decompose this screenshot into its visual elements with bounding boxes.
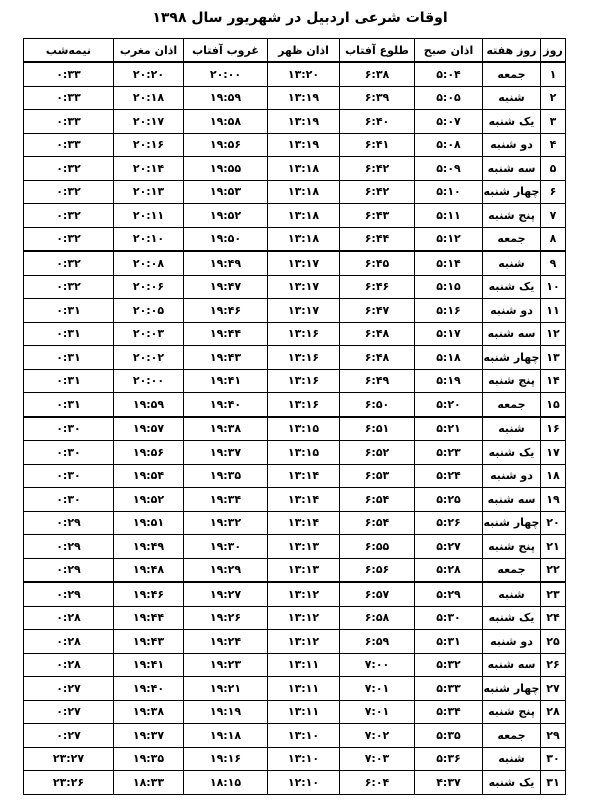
cell-dhuhr: ۱۳:۱۹ bbox=[268, 86, 340, 110]
cell-dhuhr: ۱۳:۱۳ bbox=[268, 535, 340, 559]
header-maghrib: اذان مغرب bbox=[114, 39, 184, 63]
table-row bbox=[24, 322, 566, 346]
cell-dhuhr: ۱۳:۱۸ bbox=[268, 204, 340, 228]
cell-weekday: سه شنبه bbox=[483, 653, 541, 677]
table-row bbox=[24, 677, 566, 701]
cell-maghrib: ۲۰:۱۳ bbox=[114, 180, 184, 204]
cell-sunrise: ۶:۴۹ bbox=[340, 369, 415, 393]
cell-sunrise: ۶:۵۶ bbox=[340, 558, 415, 582]
table-row bbox=[24, 133, 566, 157]
cell-fajr: ۵:۲۴ bbox=[415, 464, 483, 488]
cell-dhuhr: ۱۳:۱۲ bbox=[268, 630, 340, 654]
cell-day: ۱۴ bbox=[541, 369, 566, 393]
table-row bbox=[24, 700, 566, 724]
cell-weekday: شنبه bbox=[483, 582, 541, 606]
cell-weekday: پنج شنبه bbox=[483, 535, 541, 559]
cell-dhuhr: ۱۳:۱۶ bbox=[268, 393, 340, 417]
cell-maghrib: ۱۹:۳۸ bbox=[114, 700, 184, 724]
cell-maghrib: ۲۰:۰۶ bbox=[114, 275, 184, 299]
cell-sunset: ۱۸:۱۵ bbox=[184, 771, 268, 795]
table-row bbox=[24, 227, 566, 251]
cell-weekday: یک شنبه bbox=[483, 441, 541, 465]
cell-maghrib: ۲۰:۱۸ bbox=[114, 86, 184, 110]
table-row bbox=[24, 110, 566, 134]
cell-weekday: چهار شنبه bbox=[483, 677, 541, 701]
table-row bbox=[24, 204, 566, 228]
cell-day: ۲۸ bbox=[541, 700, 566, 724]
cell-midnight: ۰:۳۲ bbox=[24, 227, 114, 251]
cell-sunrise: ۶:۴۷ bbox=[340, 299, 415, 323]
cell-midnight: ۰:۲۸ bbox=[24, 653, 114, 677]
cell-maghrib: ۱۹:۳۷ bbox=[114, 724, 184, 748]
cell-midnight: ۰:۲۸ bbox=[24, 630, 114, 654]
cell-dhuhr: ۱۳:۱۹ bbox=[268, 110, 340, 134]
cell-weekday: جمعه bbox=[483, 227, 541, 251]
cell-weekday: سه شنبه bbox=[483, 322, 541, 346]
table-row bbox=[24, 417, 566, 441]
table-row bbox=[24, 630, 566, 654]
cell-dhuhr: ۱۳:۱۸ bbox=[268, 180, 340, 204]
cell-dhuhr: ۱۳:۱۴ bbox=[268, 488, 340, 512]
cell-weekday: پنج شنبه bbox=[483, 204, 541, 228]
page-title: اوقات شرعی اردبیل در شهریور سال ۱۳۹۸ bbox=[152, 10, 448, 26]
cell-day: ۵ bbox=[541, 157, 566, 181]
table-row bbox=[24, 653, 566, 677]
cell-day: ۱۳ bbox=[541, 346, 566, 370]
cell-dhuhr: ۱۳:۱۳ bbox=[268, 558, 340, 582]
cell-fajr: ۵:۲۸ bbox=[415, 558, 483, 582]
cell-day: ۱۷ bbox=[541, 441, 566, 465]
cell-dhuhr: ۱۳:۱۸ bbox=[268, 227, 340, 251]
table-row bbox=[24, 157, 566, 181]
cell-midnight: ۰:۲۹ bbox=[24, 535, 114, 559]
table-row bbox=[24, 369, 566, 393]
table-row bbox=[24, 251, 566, 275]
cell-fajr: ۵:۳۵ bbox=[415, 724, 483, 748]
cell-midnight: ۰:۳۲ bbox=[24, 204, 114, 228]
cell-weekday: یک شنبه bbox=[483, 275, 541, 299]
cell-maghrib: ۱۹:۴۳ bbox=[114, 630, 184, 654]
cell-fajr: ۵:۱۹ bbox=[415, 369, 483, 393]
cell-dhuhr: ۱۳:۱۷ bbox=[268, 299, 340, 323]
cell-day: ۲۰ bbox=[541, 511, 566, 535]
cell-fajr: ۵:۱۱ bbox=[415, 204, 483, 228]
cell-maghrib: ۱۹:۴۰ bbox=[114, 677, 184, 701]
cell-weekday: چهار شنبه bbox=[483, 346, 541, 370]
cell-maghrib: ۱۹:۴۴ bbox=[114, 606, 184, 630]
table-row bbox=[24, 393, 566, 417]
cell-dhuhr: ۱۳:۱۰ bbox=[268, 724, 340, 748]
cell-sunrise: ۷:۰۰ bbox=[340, 653, 415, 677]
cell-maghrib: ۱۹:۵۱ bbox=[114, 511, 184, 535]
cell-weekday: چهار شنبه bbox=[483, 511, 541, 535]
cell-sunrise: ۶:۴۵ bbox=[340, 251, 415, 275]
cell-midnight: ۰:۲۷ bbox=[24, 724, 114, 748]
cell-sunset: ۱۹:۲۶ bbox=[184, 606, 268, 630]
cell-sunrise: ۶:۵۳ bbox=[340, 464, 415, 488]
cell-midnight: ۲۳:۲۶ bbox=[24, 771, 114, 795]
table-row bbox=[24, 180, 566, 204]
cell-sunrise: ۶:۰۴ bbox=[340, 771, 415, 795]
cell-maghrib: ۱۹:۳۵ bbox=[114, 747, 184, 771]
cell-dhuhr: ۱۳:۱۲ bbox=[268, 582, 340, 606]
cell-maghrib: ۲۰:۱۰ bbox=[114, 227, 184, 251]
cell-midnight: ۰:۳۳ bbox=[24, 62, 114, 86]
cell-maghrib: ۱۹:۴۶ bbox=[114, 582, 184, 606]
cell-day: ۲۳ bbox=[541, 582, 566, 606]
cell-sunset: ۱۹:۱۹ bbox=[184, 700, 268, 724]
cell-day: ۳۰ bbox=[541, 747, 566, 771]
cell-maghrib: ۲۰:۰۸ bbox=[114, 251, 184, 275]
cell-sunset: ۱۹:۴۱ bbox=[184, 369, 268, 393]
table-row bbox=[24, 86, 566, 110]
cell-sunrise: ۷:۰۱ bbox=[340, 700, 415, 724]
cell-dhuhr: ۱۲:۱۰ bbox=[268, 771, 340, 795]
cell-weekday: چهار شنبه bbox=[483, 180, 541, 204]
cell-weekday: جمعه bbox=[483, 393, 541, 417]
cell-sunset: ۱۹:۳۲ bbox=[184, 511, 268, 535]
cell-sunrise: ۶:۴۲ bbox=[340, 157, 415, 181]
cell-day: ۲۵ bbox=[541, 630, 566, 654]
cell-weekday: دو شنبه bbox=[483, 464, 541, 488]
cell-sunset: ۱۹:۳۴ bbox=[184, 488, 268, 512]
cell-midnight: ۰:۳۳ bbox=[24, 110, 114, 134]
cell-day: ۶ bbox=[541, 180, 566, 204]
cell-maghrib: ۱۸:۳۳ bbox=[114, 771, 184, 795]
cell-maghrib: ۲۰:۰۲ bbox=[114, 346, 184, 370]
cell-sunrise: ۶:۴۸ bbox=[340, 346, 415, 370]
cell-weekday: دو شنبه bbox=[483, 630, 541, 654]
cell-sunset: ۱۹:۵۲ bbox=[184, 204, 268, 228]
cell-maghrib: ۲۰:۰۳ bbox=[114, 322, 184, 346]
cell-day: ۱ bbox=[541, 62, 566, 86]
cell-sunrise: ۶:۴۲ bbox=[340, 180, 415, 204]
cell-fajr: ۵:۰۹ bbox=[415, 157, 483, 181]
table-row bbox=[24, 62, 566, 86]
cell-maghrib: ۱۹:۵۹ bbox=[114, 393, 184, 417]
table-row bbox=[24, 558, 566, 582]
cell-sunrise: ۶:۵۱ bbox=[340, 417, 415, 441]
cell-sunset: ۱۹:۵۵ bbox=[184, 157, 268, 181]
cell-sunset: ۱۹:۳۸ bbox=[184, 417, 268, 441]
header-dhuhr: اذان ظهر bbox=[268, 39, 340, 63]
cell-day: ۲۱ bbox=[541, 535, 566, 559]
cell-weekday: پنج شنبه bbox=[483, 700, 541, 724]
cell-fajr: ۵:۲۰ bbox=[415, 393, 483, 417]
cell-weekday: جمعه bbox=[483, 62, 541, 86]
cell-sunset: ۱۹:۴۳ bbox=[184, 346, 268, 370]
cell-sunset: ۱۹:۴۶ bbox=[184, 299, 268, 323]
cell-maghrib: ۱۹:۴۸ bbox=[114, 558, 184, 582]
cell-sunset: ۱۹:۴۴ bbox=[184, 322, 268, 346]
cell-midnight: ۰:۳۱ bbox=[24, 369, 114, 393]
cell-weekday: جمعه bbox=[483, 558, 541, 582]
cell-weekday: شنبه bbox=[483, 417, 541, 441]
table-row bbox=[24, 724, 566, 748]
cell-day: ۲۷ bbox=[541, 677, 566, 701]
table-row bbox=[24, 464, 566, 488]
cell-day: ۱۰ bbox=[541, 275, 566, 299]
cell-day: ۱۲ bbox=[541, 322, 566, 346]
cell-midnight: ۰:۲۷ bbox=[24, 677, 114, 701]
cell-fajr: ۵:۰۷ bbox=[415, 110, 483, 134]
cell-day: ۲۴ bbox=[541, 606, 566, 630]
cell-midnight: ۰:۳۰ bbox=[24, 441, 114, 465]
cell-sunrise: ۷:۰۱ bbox=[340, 677, 415, 701]
cell-sunset: ۱۹:۲۱ bbox=[184, 677, 268, 701]
cell-weekday: شنبه bbox=[483, 86, 541, 110]
header-fajr: اذان صبح bbox=[415, 39, 483, 63]
cell-maghrib: ۱۹:۵۷ bbox=[114, 417, 184, 441]
cell-dhuhr: ۱۳:۱۷ bbox=[268, 251, 340, 275]
cell-dhuhr: ۱۳:۱۲ bbox=[268, 606, 340, 630]
cell-sunset: ۱۹:۱۸ bbox=[184, 724, 268, 748]
cell-maghrib: ۲۰:۰۵ bbox=[114, 299, 184, 323]
cell-fajr: ۵:۲۶ bbox=[415, 511, 483, 535]
cell-sunrise: ۶:۴۱ bbox=[340, 133, 415, 157]
cell-sunset: ۱۹:۲۴ bbox=[184, 630, 268, 654]
cell-weekday: پنج شنبه bbox=[483, 369, 541, 393]
cell-midnight: ۰:۳۱ bbox=[24, 346, 114, 370]
cell-maghrib: ۱۹:۵۶ bbox=[114, 441, 184, 465]
cell-maghrib: ۲۰:۰۰ bbox=[114, 369, 184, 393]
cell-day: ۲۲ bbox=[541, 558, 566, 582]
cell-midnight: ۰:۳۱ bbox=[24, 322, 114, 346]
cell-midnight: ۰:۳۰ bbox=[24, 417, 114, 441]
cell-dhuhr: ۱۳:۱۵ bbox=[268, 441, 340, 465]
table-row bbox=[24, 346, 566, 370]
cell-fajr: ۵:۱۰ bbox=[415, 180, 483, 204]
cell-fajr: ۵:۲۷ bbox=[415, 535, 483, 559]
cell-maghrib: ۱۹:۴۱ bbox=[114, 653, 184, 677]
cell-midnight: ۰:۳۰ bbox=[24, 488, 114, 512]
cell-maghrib: ۲۰:۱۴ bbox=[114, 157, 184, 181]
cell-sunset: ۱۹:۲۹ bbox=[184, 558, 268, 582]
cell-dhuhr: ۱۳:۱۱ bbox=[268, 700, 340, 724]
table-row bbox=[24, 606, 566, 630]
table-row bbox=[24, 747, 566, 771]
cell-midnight: ۰:۲۹ bbox=[24, 558, 114, 582]
cell-day: ۲۹ bbox=[541, 724, 566, 748]
cell-sunset: ۱۹:۵۰ bbox=[184, 227, 268, 251]
cell-fajr: ۵:۱۸ bbox=[415, 346, 483, 370]
cell-dhuhr: ۱۳:۱۱ bbox=[268, 677, 340, 701]
cell-fajr: ۵:۳۲ bbox=[415, 653, 483, 677]
table-row bbox=[24, 582, 566, 606]
cell-day: ۴ bbox=[541, 133, 566, 157]
cell-midnight: ۰:۳۱ bbox=[24, 299, 114, 323]
cell-sunrise: ۷:۰۳ bbox=[340, 747, 415, 771]
cell-sunrise: ۶:۳۸ bbox=[340, 62, 415, 86]
cell-dhuhr: ۱۳:۱۱ bbox=[268, 653, 340, 677]
cell-dhuhr: ۱۳:۱۵ bbox=[268, 417, 340, 441]
cell-dhuhr: ۱۳:۱۷ bbox=[268, 275, 340, 299]
cell-sunset: ۱۹:۴۹ bbox=[184, 251, 268, 275]
cell-fajr: ۵:۱۲ bbox=[415, 227, 483, 251]
cell-weekday: شنبه bbox=[483, 251, 541, 275]
cell-midnight: ۰:۳۲ bbox=[24, 275, 114, 299]
header-midnight: نیمه‌شب bbox=[24, 39, 114, 63]
cell-sunrise: ۶:۴۸ bbox=[340, 322, 415, 346]
cell-sunrise: ۷:۰۲ bbox=[340, 724, 415, 748]
prayer-times-table bbox=[23, 38, 566, 795]
cell-sunset: ۱۹:۳۵ bbox=[184, 464, 268, 488]
cell-maghrib: ۱۹:۵۴ bbox=[114, 464, 184, 488]
cell-weekday: سه شنبه bbox=[483, 157, 541, 181]
cell-day: ۲۶ bbox=[541, 653, 566, 677]
cell-sunrise: ۶:۴۳ bbox=[340, 204, 415, 228]
cell-maghrib: ۲۰:۱۱ bbox=[114, 204, 184, 228]
cell-sunset: ۱۹:۲۳ bbox=[184, 653, 268, 677]
cell-midnight: ۰:۳۳ bbox=[24, 133, 114, 157]
cell-fajr: ۵:۰۵ bbox=[415, 86, 483, 110]
table-row bbox=[24, 535, 566, 559]
cell-weekday: سه شنبه bbox=[483, 488, 541, 512]
cell-sunrise: ۶:۵۸ bbox=[340, 606, 415, 630]
cell-midnight: ۲۳:۲۷ bbox=[24, 747, 114, 771]
cell-sunrise: ۶:۵۰ bbox=[340, 393, 415, 417]
table-row bbox=[24, 488, 566, 512]
cell-dhuhr: ۱۳:۱۶ bbox=[268, 369, 340, 393]
cell-fajr: ۵:۳۰ bbox=[415, 606, 483, 630]
cell-sunset: ۱۹:۴۰ bbox=[184, 393, 268, 417]
cell-sunrise: ۶:۵۹ bbox=[340, 630, 415, 654]
cell-weekday: دو شنبه bbox=[483, 133, 541, 157]
cell-sunset: ۱۹:۳۰ bbox=[184, 535, 268, 559]
cell-dhuhr: ۱۳:۱۰ bbox=[268, 747, 340, 771]
header-row bbox=[24, 39, 566, 63]
cell-day: ۱۵ bbox=[541, 393, 566, 417]
cell-day: ۱۹ bbox=[541, 488, 566, 512]
cell-midnight: ۰:۳۲ bbox=[24, 251, 114, 275]
cell-midnight: ۰:۳۲ bbox=[24, 157, 114, 181]
cell-midnight: ۰:۲۷ bbox=[24, 700, 114, 724]
header-sunrise: طلوع آفتاب bbox=[340, 39, 415, 63]
cell-day: ۱۶ bbox=[541, 417, 566, 441]
cell-fajr: ۴:۳۷ bbox=[415, 771, 483, 795]
cell-weekday: دو شنبه bbox=[483, 299, 541, 323]
cell-midnight: ۰:۳۲ bbox=[24, 180, 114, 204]
cell-midnight: ۰:۳۳ bbox=[24, 86, 114, 110]
table-row bbox=[24, 511, 566, 535]
cell-weekday: یک شنبه bbox=[483, 606, 541, 630]
cell-sunrise: ۶:۴۶ bbox=[340, 275, 415, 299]
cell-day: ۲ bbox=[541, 86, 566, 110]
cell-day: ۱۱ bbox=[541, 299, 566, 323]
cell-sunrise: ۶:۵۵ bbox=[340, 535, 415, 559]
cell-fajr: ۵:۱۵ bbox=[415, 275, 483, 299]
cell-day: ۷ bbox=[541, 204, 566, 228]
cell-weekday: جمعه bbox=[483, 724, 541, 748]
cell-midnight: ۰:۲۹ bbox=[24, 582, 114, 606]
cell-dhuhr: ۱۳:۱۶ bbox=[268, 322, 340, 346]
cell-fajr: ۵:۱۶ bbox=[415, 299, 483, 323]
cell-midnight: ۰:۳۱ bbox=[24, 393, 114, 417]
header-day: روز bbox=[541, 39, 566, 63]
cell-sunrise: ۶:۵۴ bbox=[340, 511, 415, 535]
cell-sunrise: ۶:۵۴ bbox=[340, 488, 415, 512]
cell-fajr: ۵:۳۳ bbox=[415, 677, 483, 701]
cell-dhuhr: ۱۳:۲۰ bbox=[268, 62, 340, 86]
cell-fajr: ۵:۲۵ bbox=[415, 488, 483, 512]
cell-fajr: ۵:۰۸ bbox=[415, 133, 483, 157]
table-row bbox=[24, 275, 566, 299]
cell-fajr: ۵:۲۳ bbox=[415, 441, 483, 465]
table-row bbox=[24, 771, 566, 795]
cell-sunset: ۲۰:۰۰ bbox=[184, 62, 268, 86]
cell-sunset: ۱۹:۴۷ bbox=[184, 275, 268, 299]
cell-sunrise: ۶:۵۷ bbox=[340, 582, 415, 606]
cell-sunset: ۱۹:۲۷ bbox=[184, 582, 268, 606]
cell-dhuhr: ۱۳:۱۹ bbox=[268, 133, 340, 157]
header-weekday: روز هفته bbox=[483, 39, 541, 63]
cell-sunset: ۱۹:۵۳ bbox=[184, 180, 268, 204]
cell-sunset: ۱۹:۳۷ bbox=[184, 441, 268, 465]
cell-sunrise: ۶:۴۴ bbox=[340, 227, 415, 251]
cell-day: ۱۸ bbox=[541, 464, 566, 488]
cell-midnight: ۰:۳۰ bbox=[24, 464, 114, 488]
cell-maghrib: ۲۰:۲۰ bbox=[114, 62, 184, 86]
cell-sunset: ۱۹:۵۶ bbox=[184, 133, 268, 157]
cell-sunset: ۱۹:۵۹ bbox=[184, 86, 268, 110]
cell-day: ۳۱ bbox=[541, 771, 566, 795]
cell-fajr: ۵:۳۴ bbox=[415, 700, 483, 724]
cell-dhuhr: ۱۳:۱۴ bbox=[268, 464, 340, 488]
cell-sunset: ۱۹:۱۶ bbox=[184, 747, 268, 771]
cell-maghrib: ۲۰:۱۷ bbox=[114, 110, 184, 134]
cell-maghrib: ۲۰:۱۶ bbox=[114, 133, 184, 157]
cell-sunrise: ۶:۴۰ bbox=[340, 110, 415, 134]
cell-fajr: ۵:۳۶ bbox=[415, 747, 483, 771]
cell-maghrib: ۱۹:۵۲ bbox=[114, 488, 184, 512]
cell-day: ۳ bbox=[541, 110, 566, 134]
table-row bbox=[24, 441, 566, 465]
cell-sunrise: ۶:۳۹ bbox=[340, 86, 415, 110]
cell-fajr: ۵:۲۹ bbox=[415, 582, 483, 606]
cell-dhuhr: ۱۳:۱۶ bbox=[268, 346, 340, 370]
cell-fajr: ۵:۱۴ bbox=[415, 251, 483, 275]
cell-midnight: ۰:۲۸ bbox=[24, 606, 114, 630]
cell-sunset: ۱۹:۵۸ bbox=[184, 110, 268, 134]
cell-maghrib: ۱۹:۴۹ bbox=[114, 535, 184, 559]
cell-weekday: یک شنبه bbox=[483, 110, 541, 134]
cell-dhuhr: ۱۳:۱۸ bbox=[268, 157, 340, 181]
cell-sunrise: ۶:۵۲ bbox=[340, 441, 415, 465]
cell-midnight: ۰:۲۹ bbox=[24, 511, 114, 535]
cell-fajr: ۵:۰۴ bbox=[415, 62, 483, 86]
cell-fajr: ۵:۳۱ bbox=[415, 630, 483, 654]
cell-day: ۹ bbox=[541, 251, 566, 275]
table-body bbox=[24, 62, 566, 794]
cell-dhuhr: ۱۳:۱۴ bbox=[268, 511, 340, 535]
cell-weekday: شنبه bbox=[483, 747, 541, 771]
cell-fajr: ۵:۱۷ bbox=[415, 322, 483, 346]
table-row bbox=[24, 299, 566, 323]
cell-weekday: یک شنبه bbox=[483, 771, 541, 795]
header-sunset: غروب آفتاب bbox=[184, 39, 268, 63]
cell-day: ۸ bbox=[541, 227, 566, 251]
cell-fajr: ۵:۲۱ bbox=[415, 417, 483, 441]
